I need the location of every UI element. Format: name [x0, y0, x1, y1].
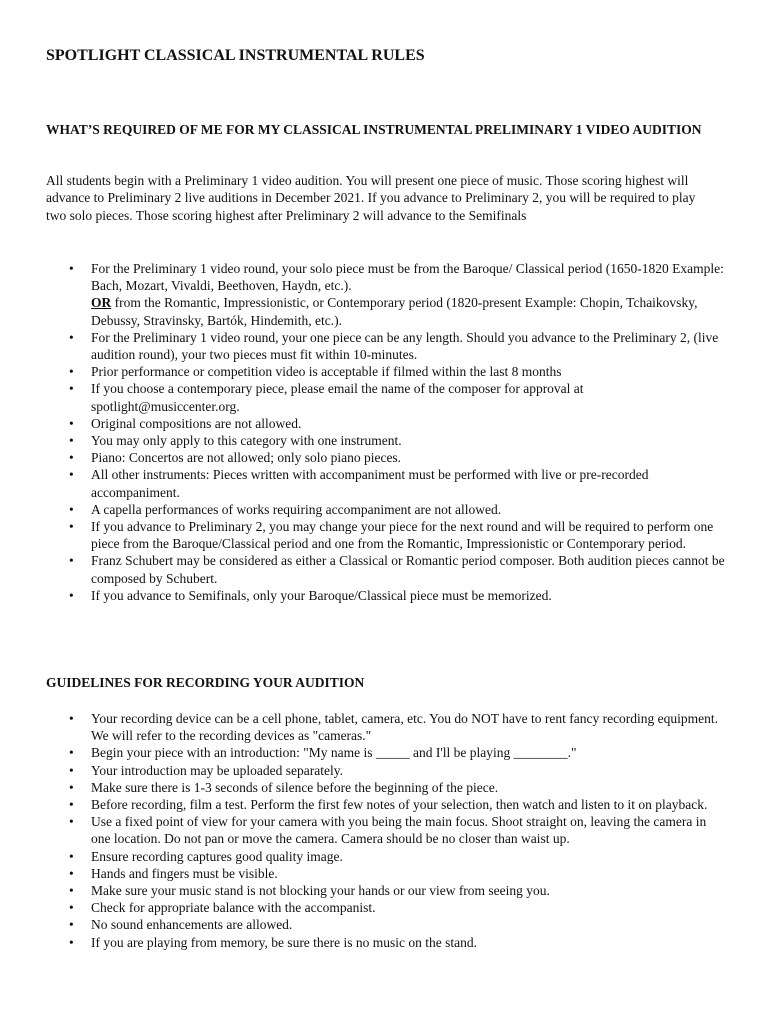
list-item	[46, 587, 726, 604]
list-item	[46, 813, 726, 847]
bullet-icon: •	[69, 865, 74, 881]
list-item-text: from the Romantic, Impressionistic, or Contemporary period (1820-present Example: Chopin, Tchaikovsky, Debussy, Stravinsky, Bartók, Hindemith, etc.).	[91, 295, 698, 328]
bullet-icon: •	[69, 587, 74, 603]
bullet-icon: •	[69, 848, 74, 864]
bullet-icon: •	[69, 501, 74, 517]
list-item-text: If you choose a contemporary piece, please email the name of the composer for approval at spotlight@musiccenter.org.	[91, 381, 584, 414]
list-item-text: Ensure recording captures good quality image.	[91, 848, 343, 864]
list-item-text: Begin your piece with an introduction: "My name is _____ and I'll be playing ________."	[91, 745, 577, 761]
list-item	[46, 518, 726, 552]
requirements-list	[46, 260, 726, 604]
bullet-icon: •	[69, 900, 74, 916]
bullet-icon: •	[69, 917, 74, 933]
list-item	[46, 899, 726, 916]
list-item-text: Make sure there is 1-3 seconds of silence before the beginning of the piece.	[91, 779, 499, 795]
list-item-text: If you advance to Preliminary 2, you may change your piece for the next round and will be required to perform one piece from the Baroque/Classical period and one from the Romantic, Impressionistic or Contemporary period.	[91, 519, 714, 552]
list-item	[46, 710, 726, 744]
list-item-text: No sound enhancements are allowed.	[91, 917, 293, 933]
list-item	[46, 744, 726, 761]
list-item-text: Hands and fingers must be visible.	[91, 865, 278, 881]
list-item-text: Make sure your music stand is not blocking your hands or our view from seeing you.	[91, 883, 550, 899]
bullet-icon: •	[69, 467, 74, 483]
list-item	[46, 882, 726, 899]
list-item	[46, 449, 726, 466]
list-item	[46, 848, 726, 865]
bullet-icon: •	[69, 329, 74, 345]
bullet-icon: •	[69, 762, 74, 778]
list-item-text: Franz Schubert may be considered as either a Classical or Romantic period composer. Both audition pieces cannot be composed by Schubert.	[91, 553, 725, 586]
list-item	[46, 363, 726, 380]
list-item-text: Your introduction may be uploaded separately.	[91, 762, 343, 778]
bullet-icon: •	[69, 797, 74, 813]
list-item-text: All other instruments: Pieces written with accompaniment must be performed with live or pre-recorded accompaniment.	[91, 467, 649, 500]
bullet-icon: •	[69, 381, 74, 397]
list-item	[46, 796, 726, 813]
bullet-icon: •	[69, 711, 74, 726]
bullet-icon: •	[69, 934, 74, 950]
list-item-text: A capella performances of works requiring accompaniment are not allowed.	[91, 501, 502, 517]
list-item-text: Piano: Concertos are not allowed; only solo piano pieces.	[91, 450, 402, 466]
section-heading-recording: GUIDELINES FOR RECORDING YOUR AUDITION	[46, 675, 365, 690]
list-item	[46, 552, 726, 586]
list-item-text: For the Preliminary 1 video round, your one piece can be any length. Should you advance to the Preliminary 2, (live audition round), your two pieces must fit within 10-minutes.	[91, 329, 719, 363]
list-item-text: If you are playing from memory, be sure there is no music on the stand.	[91, 934, 478, 950]
bullet-icon: •	[69, 415, 74, 431]
or-emphasis: OR	[91, 295, 112, 311]
bullet-icon: •	[69, 450, 74, 466]
list-item	[46, 415, 726, 432]
bullet-icon: •	[69, 261, 74, 276]
bullet-icon: •	[69, 553, 74, 569]
section-heading-requirements: WHAT’S REQUIRED OF ME FOR MY CLASSICAL INSTRUMENTAL PRELIMINARY 1 VIDEO AUDITION	[46, 122, 702, 137]
bullet-icon: •	[69, 433, 74, 449]
list-item-text: You may only apply to this category with one instrument.	[91, 433, 402, 449]
bullet-icon: •	[69, 779, 74, 795]
list-item	[46, 865, 726, 882]
list-item-text: Original compositions are not allowed.	[91, 415, 302, 431]
list-item	[46, 380, 726, 414]
list-item-text: Before recording, film a test. Perform the first few notes of your selection, then watch and listen to it on playback.	[91, 797, 708, 813]
list-item	[46, 260, 726, 329]
bullet-icon: •	[69, 364, 74, 380]
list-item-text: Prior performance or competition video is acceptable if filmed within the last 8 months	[91, 364, 562, 380]
page-title: SPOTLIGHT CLASSICAL INSTRUMENTAL RULES	[46, 47, 425, 64]
list-item	[46, 762, 726, 779]
list-item	[46, 329, 726, 363]
list-item	[46, 779, 726, 796]
recording-guidelines-list	[46, 710, 726, 951]
list-item	[46, 432, 726, 449]
bullet-icon: •	[69, 519, 74, 535]
bullet-icon: •	[69, 883, 74, 899]
list-item	[46, 934, 726, 951]
list-item-text: For the Preliminary 1 video round, your solo piece must be from the Baroque/ Classical period (1650-1820 Example: Bach, Mozart, Vivaldi, Beethoven, Haydn, etc.).	[91, 261, 724, 294]
list-item-text: Your recording device can be a cell phone, tablet, camera, etc. You do NOT have to rent fancy recording equipment. We will refer to the recording devices as "cameras."	[91, 711, 719, 744]
list-item-text: Check for appropriate balance with the accompanist.	[91, 900, 376, 916]
list-item-text: If you advance to Semifinals, only your Baroque/Classical piece must be memorized.	[91, 587, 552, 603]
intro-paragraph: All students begin with a Preliminary 1 video audition. You will present one piece of music. Those scoring highest will advance to Preliminary 2 live auditions in December 2021. If you advance to Preliminary 2, you will be required to play two solo pieces. Those scoring highest after Preliminary 2 will advance to the Semifinals	[46, 173, 696, 223]
list-item	[46, 501, 726, 518]
list-item	[46, 916, 726, 933]
list-item-text: Use a fixed point of view for your camera with you being the main focus. Shoot straight on, leaving the camera in one location. Do not pan or move the camera. Camera should be no closer than waist up.	[91, 814, 707, 847]
bullet-icon: •	[69, 814, 74, 830]
list-item	[46, 466, 726, 500]
bullet-icon: •	[69, 745, 74, 761]
